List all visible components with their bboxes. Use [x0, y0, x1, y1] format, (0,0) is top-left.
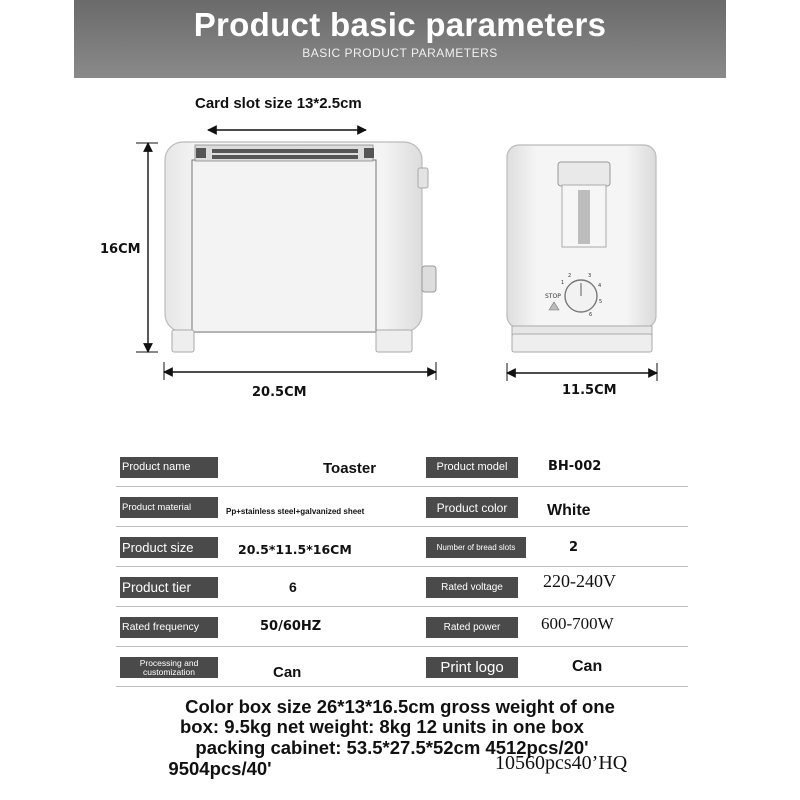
- spec-value: BH-002: [548, 459, 602, 474]
- spec-row: [116, 486, 688, 527]
- dial-stop-label: STOP: [545, 293, 561, 300]
- toaster-side-view: [507, 145, 656, 352]
- dial-number: 5: [599, 299, 603, 305]
- dial-number: 3: [588, 273, 592, 279]
- spec-label: Product color: [426, 497, 518, 518]
- slot-size-label: Card slot size 13*2.5cm: [195, 95, 362, 112]
- spec-label: Processing and customization: [120, 657, 218, 678]
- dial-number: 2: [568, 273, 572, 279]
- spec-row: [116, 526, 688, 567]
- spec-label: Rated power: [426, 617, 518, 638]
- packing-note-line: Color box size 26*13*16.5cm gross weight of one: [185, 696, 615, 717]
- spec-value: Can: [273, 664, 302, 681]
- page-title: Product basic parameters: [193, 6, 607, 43]
- dial-number: 6: [589, 312, 593, 318]
- toaster-front-view: [165, 142, 436, 352]
- height-label: 16CM: [100, 242, 141, 257]
- spec-row: [116, 646, 688, 687]
- spec-label: Product tier: [120, 577, 218, 598]
- spec-label: Product material: [120, 497, 218, 518]
- packing-note-line: packing cabinet: 53.5*27.5*52cm 4512pcs/20': [195, 737, 589, 758]
- spec-value: White: [547, 502, 591, 519]
- spec-label: Rated frequency: [120, 617, 218, 638]
- depth-label: 11.5CM: [562, 383, 617, 398]
- spec-value: 2: [569, 540, 579, 555]
- spec-value: 20.5*11.5*16CM: [238, 542, 352, 557]
- spec-value: Can: [572, 658, 603, 675]
- spec-label: Product model: [426, 457, 518, 478]
- spec-row: [116, 566, 688, 607]
- spec-label: Product name: [120, 457, 218, 478]
- spec-value: Pp+stainless steel+galvanized sheet: [226, 507, 365, 516]
- spec-value: 600-700W: [541, 614, 614, 633]
- packing-note-line: 9504pcs/40': [168, 758, 272, 779]
- dial-number: 4: [598, 283, 602, 289]
- spec-label: Number of bread slots: [426, 537, 526, 558]
- width-label: 20.5CM: [252, 385, 307, 400]
- spec-value: 220-240V: [543, 571, 616, 591]
- spec-label: Product size: [120, 537, 218, 558]
- packing-note-hq: 10560pcs40’HQ: [495, 752, 628, 774]
- spec-row: [116, 446, 688, 487]
- spec-label: Rated voltage: [426, 577, 518, 598]
- dial-number: 1: [561, 280, 565, 286]
- spec-value: Toaster: [323, 460, 377, 477]
- spec-label: Print logo: [426, 657, 518, 678]
- spec-value: 50/60HZ: [260, 619, 322, 634]
- spec-value: 6: [289, 579, 297, 595]
- page-subtitle: BASIC PRODUCT PARAMETERS: [302, 46, 498, 60]
- packing-note-line: box: 9.5kg net weight: 8kg 12 units in one box: [180, 716, 584, 737]
- spec-row: [116, 606, 688, 647]
